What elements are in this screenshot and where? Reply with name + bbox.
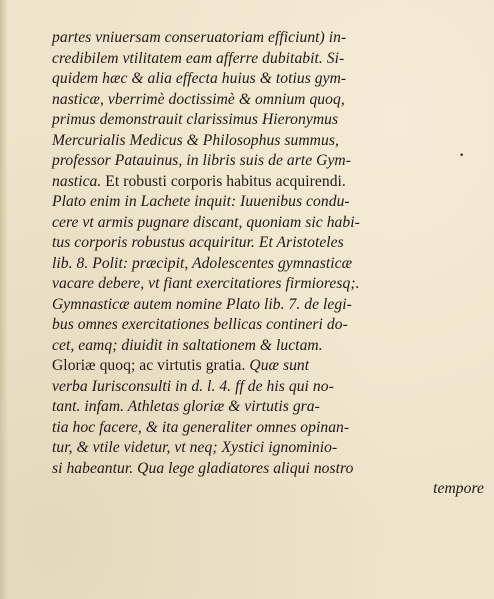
text-italic: primus demonstrauit clarissimus Hieronymus <box>52 111 339 128</box>
text-italic: si habeantur. Qua lege gladiatores aliqui nostro <box>52 459 354 477</box>
text-italic: quidem hæc & alia effecta huius & totius gym- <box>52 70 347 87</box>
text-italic: cere vt armis pugnare discant, quoniam sic habi- <box>52 213 360 231</box>
margin-mark: • <box>459 151 465 161</box>
text-italic: Mercurialis Medicus & Philosophus summus, <box>52 131 339 149</box>
text-line <box>52 192 484 213</box>
text-italic: Quæ sunt <box>245 357 310 374</box>
text-italic: bus omnes exercitationes bellicas contineri do- <box>52 316 348 333</box>
text-line <box>52 315 484 336</box>
text-italic: verba Iurisconsulti in d. l. 4. ff de his qui no- <box>52 377 334 395</box>
text-line <box>52 49 484 70</box>
text-italic: tus corporis robustus acquiritur. Et Aristoteles <box>52 234 344 251</box>
text-italic: partes vniuersam conseruatoriam efficiunt) in- <box>52 29 347 46</box>
text-italic: cet, eamq; diuidit in saltationem & luctam. <box>52 336 323 354</box>
text-line <box>52 131 484 152</box>
text-line <box>52 295 484 316</box>
text-line <box>52 356 484 377</box>
text-line <box>52 336 484 357</box>
text-line <box>52 213 484 234</box>
text-italic: credibilem vtilitatem eam afferre dubitabit. Si- <box>52 49 345 67</box>
text-line <box>52 233 484 254</box>
text-line <box>52 110 484 131</box>
catchword: tempore <box>433 480 484 497</box>
text-line <box>52 69 484 90</box>
text-line <box>52 254 484 275</box>
text-line <box>52 397 484 418</box>
text-line <box>52 438 484 459</box>
text-italic: nasticæ, vberrimè doctissimè & omnium quoq, <box>52 90 345 108</box>
text-italic: professor Patauinus, in libris suis de arte Gym- <box>52 152 351 169</box>
text-italic: Gymnasticæ autem nomine Plato lib. 7. de legi- <box>52 295 352 313</box>
text-roman: Et robusti corporis habitus acquirendi. <box>105 172 346 190</box>
text-line <box>52 151 484 172</box>
text-line <box>52 28 484 49</box>
text-italic: tur, & vtile videtur, vt neq; Xystici ignominio- <box>52 439 338 456</box>
text-line <box>52 172 484 193</box>
text-block <box>52 28 484 479</box>
text-line <box>52 90 484 111</box>
text-line <box>52 274 484 295</box>
text-italic: tia hoc facere, & ita generaliter omnes opinan- <box>52 418 350 436</box>
text-italic: nastica. <box>52 172 106 190</box>
text-roman: Gloriæ quoq; ac virtutis gratia. <box>52 357 246 374</box>
text-italic: lib. 8. Polit: præcipit, Adolescentes gymnasticæ <box>52 254 353 272</box>
catchword-line <box>52 479 494 500</box>
page-edge-shadow <box>0 0 8 599</box>
text-italic: tant. infam. Athletas gloriæ & virtutis gra- <box>52 398 320 415</box>
text-line <box>52 459 484 480</box>
text-italic: vacare debere, vt fiant exercitatiores firmioresq;. <box>52 275 360 292</box>
text-line <box>52 377 484 398</box>
text-line <box>52 418 484 439</box>
text-italic: Plato enim in Lachete inquit: Iuuenibus condu- <box>52 193 350 210</box>
